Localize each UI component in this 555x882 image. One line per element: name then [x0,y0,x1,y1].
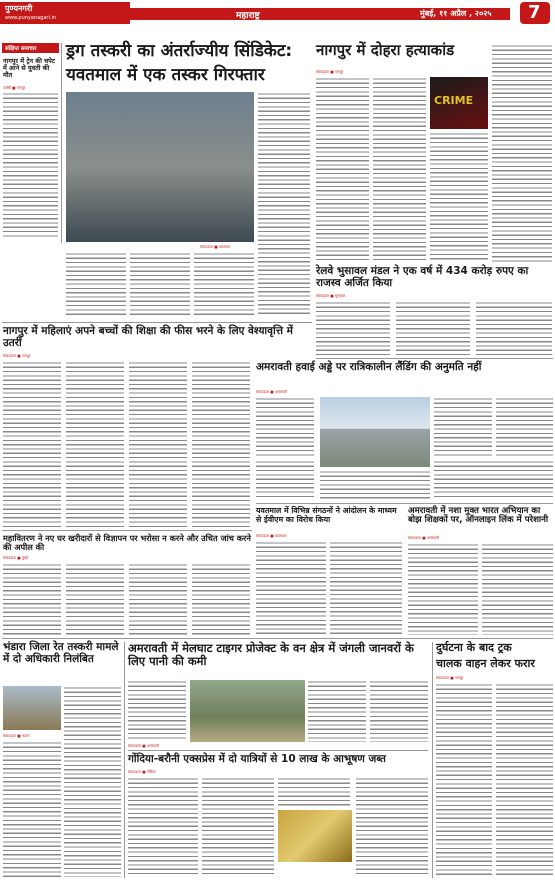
protest-headline: यवतमाल में विभिन्न संगठनों ने आंदोलन के माध्यम से ईवीएम का विरोध किया [256,506,397,524]
nagpur-murder-body-2 [373,77,426,262]
railway-body-1 [316,301,390,355]
bhandara-headline: भंडारा जिला रेत तस्करी मामले में दो अधिकारी निलंबित [3,641,119,665]
accident-credit: संवाददाता ■ नागपुर [436,676,464,680]
protest-body-2 [330,541,402,635]
airport-credit: संवाददाता ■ अमरावती [256,390,288,394]
masthead-brand: पुण्यनगरी [5,4,33,13]
section-divider-2 [316,358,553,359]
bhandara-body-1 [3,741,61,877]
airport-body-2 [434,397,492,457]
section-divider-3 [256,503,553,504]
airport-body-1 [256,397,314,457]
teachers-body-2 [482,543,553,635]
issue-date: मुंबई, ११ अप्रैल , २०२५ [420,9,492,18]
women-credit: संवाददाता ■ नागपुर [3,354,31,358]
protest-body-1 [256,541,326,635]
drugs-headline-1: ड्रग तस्करी का अंतर्राज्यीय सिंडिकेट: [66,41,293,61]
tiger-body-3 [370,680,428,742]
section-divider-5 [2,638,553,639]
mahatransco-body-2 [66,563,124,635]
mahatransco-credit: संवाददाता ■ मुंबई [3,556,28,560]
section-title: महाराष्ट्र [236,11,260,21]
railway-headline: रेलवे भुसावल मंडल ने एक वर्ष में 434 करोड़ रुपए का राजस्व अर्जित किया [316,265,529,289]
drugs-body-2 [130,252,190,316]
bhandara-body-2 [64,686,121,877]
mahatransco-body-1 [3,563,61,635]
jewellery-body-1 [128,777,198,877]
tiger-photo [190,680,305,742]
accident-body-1 [436,683,492,877]
sidebar-body [3,92,58,237]
tiger-body-1 [128,680,186,740]
women-headline: नागपुर में महिलाएं अपने बच्चों की शिक्षा की फीस भरने के लिए वेश्यावृत्ति में उतरीं [3,325,293,349]
airport-photo [320,397,430,467]
nagpur-murder-headline: नागपुर में दोहरा हत्याकांड [316,41,455,59]
sidebar-header-text: संक्षिप्त समाचार [5,46,37,52]
section-divider-6 [128,750,428,751]
railway-credit: संवाददाता ■ भुसावल [316,294,346,298]
sidebar-story-title: नागपुर में ट्रेन की चपेट में आने से युवती की मौत [3,57,56,80]
protest-credit: संवाददाता ■ यवतमाल [256,534,287,538]
accident-headline-2: चालक वाहन लेकर फरार [436,657,535,670]
nagpur-murder-body-4 [492,44,552,262]
drugs-photo [66,92,254,242]
drugs-body-1 [66,252,126,316]
airport-body-6 [434,460,553,500]
jewellery-body-2 [202,777,274,877]
bhandara-divider [124,642,125,878]
jewellery-credit: संवाददाता ■ गोंदिया [128,770,156,774]
masthead-url: www.punyanagari.in [5,15,56,21]
railway-body-2 [396,301,470,355]
section-divider-1 [2,322,312,323]
teachers-headline: अमरावती में नशा मुक्त भारत अभियान का बोझ शिक्षकों पर, ऑनलाइन लिंक में परेशानी [408,506,549,526]
masthead [0,0,555,26]
section-divider-4 [2,530,252,531]
airport-body-4 [256,460,314,500]
women-body-2 [66,361,124,527]
women-body-3 [129,361,187,527]
drugs-body-4 [258,92,310,316]
crime-image-text: CRIME [434,94,474,107]
jewellery-body-3 [278,777,350,807]
nagpur-murder-body-1 [316,77,369,262]
women-body-1 [3,361,61,527]
tiger-body-2 [308,680,366,742]
mahatransco-headline: महावितरण ने नए घर खरीदारों से विज्ञापन पर भरोसा न करने और उचित जांच करने की अपील की [3,533,251,553]
tiger-headline: अमरावती में मेलघाट टाइगर प्रोजेक्ट के वन क्षेत्र में जंगली जानवरों के लिए पानी की कमी [128,641,414,668]
drugs-credit: संवाददाता ■ यवतमाल [200,245,231,249]
jewellery-photo [278,810,352,862]
sidebar-credit: एजेंसी ■ नागपुर [3,86,26,90]
jewellery-headline: गोंदिया-बरौनी एक्सप्रेस में दो यात्रियों से 10 लाख के आभूषण जब्त [128,753,386,765]
accident-headline-1: दुर्घटना के बाद ट्रक [436,641,512,654]
mahatransco-body-3 [129,563,187,635]
accident-divider [432,642,433,878]
tiger-credit: संवाददाता ■ अमरावती [128,744,160,748]
drugs-headline-2: यवतमाल में एक तस्कर गिरफ्तार [66,65,265,85]
airport-body-5 [320,470,430,500]
page-number: 7 [528,2,541,23]
accident-body-2 [496,683,553,877]
teachers-credit: संवाददाता ■ अमरावती [408,536,440,540]
teachers-body-1 [408,543,478,635]
railway-body-3 [476,301,552,355]
sidebar-divider [61,43,62,243]
nagpur-murder-body-3 [430,132,488,262]
airport-headline: अमरावती हवाई अड्डे पर रात्रिकालीन लैंडिंग की अनुमति नहीं [256,361,482,373]
women-body-4 [192,361,250,527]
bhandara-credit: संवाददाता ■ भंडारा [3,734,30,738]
drugs-body-3 [194,252,254,316]
mahatransco-body-4 [192,563,250,635]
bhandara-photo [3,686,61,730]
nagpur-murder-credit: संवाददाता ■ नागपुर [316,70,344,74]
airport-body-3 [496,397,553,457]
jewellery-body-4 [356,777,428,877]
